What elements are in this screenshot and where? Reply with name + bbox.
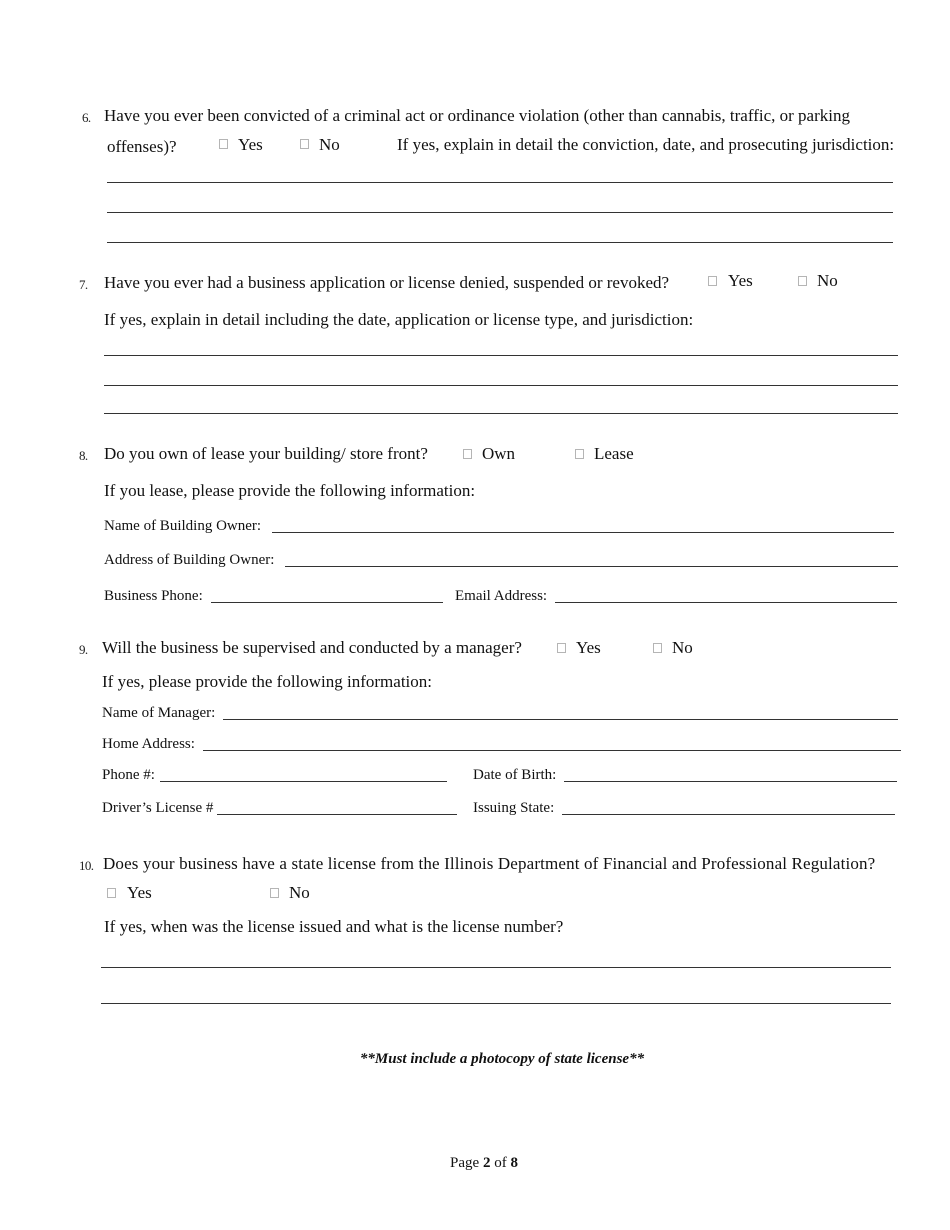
business-phone-field[interactable] [211,602,443,603]
date-of-birth-label: Date of Birth: [473,767,557,783]
building-owner-address-field[interactable] [285,566,898,567]
q8-lease-checkbox[interactable] [575,449,584,459]
q7-answer-line[interactable] [104,385,898,386]
manager-name-field[interactable] [223,719,898,720]
drivers-license-label: Driver’s License # [102,800,214,816]
footer-current-page: 2 [482,1155,491,1171]
manager-name-label: Name of Manager: [102,705,216,721]
phone-field[interactable] [160,781,447,782]
q6-yes-checkbox[interactable] [219,139,228,149]
q7-answer-line[interactable] [104,355,898,356]
footer-page-prefix: Page [450,1155,480,1171]
phone-label: Phone #: [102,767,155,783]
question-6-text: Have you ever been convicted of a criminal act or ordinance violation (other than cannabis, traffic, or parking [104,106,850,125]
page-footer [0,1155,950,1172]
q6-answer-line[interactable] [107,182,893,183]
question-7-text: Have you ever had a business application or license denied, suspended or revoked? [104,273,670,292]
q6-no-checkbox[interactable] [300,139,309,149]
question-10-number: 10. [79,858,94,873]
q8-lease-label: Lease [594,444,634,463]
home-address-field[interactable] [203,750,901,751]
building-owner-name-field[interactable] [272,532,894,533]
footer-of: of [494,1155,507,1171]
question-9-number: 9. [79,642,88,657]
question-9-text: Will the business be supervised and conducted by a manager? [102,638,522,657]
q10-no-label: No [289,883,310,902]
q10-yes-checkbox[interactable] [107,888,116,898]
photocopy-notice: **Must include a photocopy of state license** [359,1051,645,1067]
q10-no-checkbox[interactable] [270,888,279,898]
q8-lease-info: If you lease, please provide the following information: [104,481,476,500]
building-owner-address-label: Address of Building Owner: [104,552,275,568]
email-address-field[interactable] [555,602,897,603]
q7-explain-prompt: If yes, explain in detail including the date, application or license type, and jurisdiction: [104,310,694,329]
q9-yes-checkbox[interactable] [557,643,566,653]
drivers-license-field[interactable] [217,814,457,815]
question-6-text-continued: offenses)? [107,137,177,156]
issuing-state-field[interactable] [562,814,895,815]
q9-yes-label: Yes [576,638,601,657]
q8-own-label: Own [482,444,516,463]
q6-explain-prompt: If yes, explain in detail the conviction, date, and prosecuting jurisdiction: [397,135,895,154]
date-of-birth-field[interactable] [564,781,897,782]
q9-info: If yes, please provide the following information: [102,672,432,691]
q8-own-checkbox[interactable] [463,449,472,459]
q6-answer-line[interactable] [107,242,893,243]
question-8-text: Do you own of lease your building/ store front? [104,444,428,463]
question-7-number: 7. [79,277,88,292]
q7-yes-checkbox[interactable] [708,276,717,286]
q7-no-label: No [817,271,838,290]
home-address-label: Home Address: [102,736,195,752]
q10-answer-line[interactable] [101,1003,891,1004]
q7-no-checkbox[interactable] [798,276,807,286]
footer-total-pages: 8 [510,1155,518,1171]
question-6-number: 6. [82,110,91,125]
q9-no-checkbox[interactable] [653,643,662,653]
q10-answer-line[interactable] [101,967,891,968]
business-phone-label: Business Phone: [104,588,203,604]
q10-explain-prompt: If yes, when was the license issued and what is the license number? [104,917,564,936]
q7-yes-label: Yes [728,271,753,290]
issuing-state-label: Issuing State: [473,800,555,816]
q6-no-label: No [319,135,340,154]
question-10-text: Does your business have a state license from the Illinois Department of Financial and Professional Regulation? [103,854,876,873]
building-owner-name-label: Name of Building Owner: [104,518,262,534]
q9-no-label: No [672,638,693,657]
question-8-number: 8. [79,448,88,463]
q6-answer-line[interactable] [107,212,893,213]
email-address-label: Email Address: [455,588,548,604]
q7-answer-line[interactable] [104,413,898,414]
q6-yes-label: Yes [238,135,263,154]
q10-yes-label: Yes [127,883,152,902]
